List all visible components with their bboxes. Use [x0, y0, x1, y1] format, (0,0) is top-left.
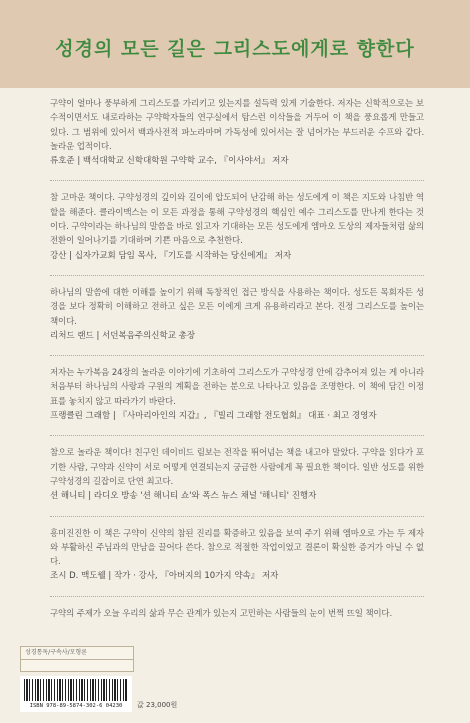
review-text: 구약의 주제가 오늘 우리의 삶과 무슨 관계가 있는지 고민하는 사람들의 눈이 번쩍 뜨일 책이다. [50, 608, 393, 619]
review-item [50, 97, 424, 168]
review-item [50, 446, 424, 503]
category-label: 성경통독/구속사/모형론 [25, 649, 88, 656]
review-author: 프랭클린 그래함 | 『사마리아인의 지갑』, 『빌리 그래함 전도협회』 대표 · 최고 경영자 [50, 411, 377, 422]
review-author: 조시 D. 맥도웰 | 작가 · 강사, 『아버지의 10가지 약속』 저자 [50, 571, 279, 582]
review-text: 참 고마운 책이다. 구약성경의 깊이와 길이에 압도되어 난감해 하는 성도에게 이 책은 지도와 나침반 역할을 해준다. 클라이맥스는 이 모든 과정을 통해 구약성경의 핵심인 예수 그리스도를 만나게 한다는 것이다. 구약이라는 하나님의 말씀을 바로 읽고자 기대하는 모든 성도에게 엠마오 도상의 제자들처럼 삶의 전환이 일어나기를 기대하며 기쁜 마음으로 추천한다. [50, 193, 424, 247]
header-band [0, 0, 470, 88]
divider [50, 516, 424, 517]
review-item [50, 286, 424, 343]
barcode-icon [24, 679, 128, 701]
review-text: 하나님의 말씀에 대한 이해를 높이기 위해 독창적인 접근 방식을 사용하는 책이다. 성도든 목회자든 성경을 보다 정확히 이해하고 전하고 싶은 모든 이에게 크게 유용하리라고 본다. 진정 그리스도를 높이는 책이다. [50, 287, 424, 327]
divider [50, 596, 424, 597]
price-label: 값 23,000원 [137, 701, 178, 709]
review-text: 참으로 놀라운 책이다! 친구인 데이비드 림보는 전작을 뛰어넘는 책을 내고야 말았다. 구약을 읽다가 포기한 사람, 구약과 신약이 서로 어떻게 연결되는지 궁금한 사람에게 꼭 필요한 책이다. 일반 성도를 위한 구약성경의 길잡이로 단연 최고다. [50, 448, 424, 487]
category-label-empty [21, 659, 133, 672]
review-author: 리처드 랜드 | 서던복음주의신학교 총장 [50, 330, 196, 341]
review-item [50, 366, 424, 423]
review-author: 션 해니티 | 라디오 방송 '션 해니티 쇼'와 폭스 뉴스 채널 '해니티' 진행자 [50, 491, 317, 502]
isbn-text: ISBN 978-89-5874-302-6 04230 [29, 703, 123, 709]
barcode [20, 676, 132, 712]
review-text: 흥미진진한 이 책은 구약이 신약의 참된 진리를 확증하고 있음을 보여 주기 위해 엠마오로 가는 두 제자와 부활하신 주님과의 만남을 끌어다 쓴다. 참으로 적절한 작업이었고 결론이 확실한 증거가 아닐 수 없다. [50, 528, 424, 568]
reviews-section [50, 97, 424, 633]
footer [0, 641, 470, 723]
review-item [50, 607, 424, 621]
review-text: 저자는 누가복음 24장의 놀라운 이야기에 기초하여 그리스도가 구약성경 안에 감추어져 있는 게 아니라 처음부터 하나님의 사랑과 구원의 계획을 전하는 분으로 나타나고 있음을 조명한다. 이 책에 담긴 이정표를 놓치지 않고 따라가기 바란다. [50, 368, 424, 407]
review-item [50, 191, 424, 262]
review-author: 류호준 | 백석대학교 신학대학원 구약학 교수, 『이사야서』 저자 [50, 156, 289, 167]
review-author: 강산 | 십자가교회 담임 목사, 『기도를 시작하는 당신에게』 저자 [50, 250, 292, 261]
page-title: 성경의 모든 길은 그리스도에게로 향한다 [55, 38, 415, 60]
divider [50, 435, 424, 436]
divider [50, 275, 424, 276]
review-item [50, 527, 424, 584]
review-text: 구약이 얼마나 풍부하게 그리스도를 가리키고 있는지를 설득력 있게 기술한다. 저자는 신학적으로는 보수적이면서도 내로라하는 구약학자들의 연구실에서 탐스런 이삭들을 거두어 이 책을 풍요롭게 만들고 있다. 그 범위에 있어서 백과사전적 파노라마며 가독성에 있어서는 잘 넘어가는 부드러운 수프와 같다. 놀라운 업적이다. [50, 99, 424, 152]
divider [50, 355, 424, 356]
divider [50, 180, 424, 181]
category-box [20, 646, 134, 672]
